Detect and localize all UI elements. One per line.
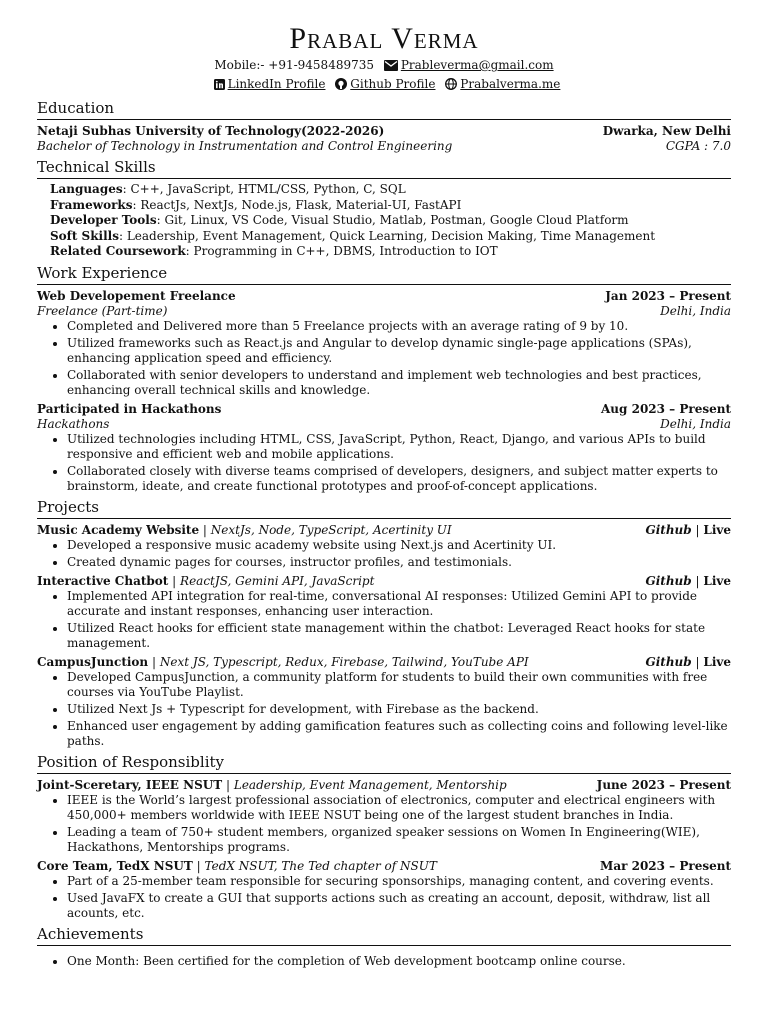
list-item: • Utilized React hooks for efficient state management within the chatbot: Leveraged React hooks for state management. [67,621,731,651]
project-header [37,574,731,589]
job-bullets [37,319,731,398]
degree: Bachelor of Technology in Instrumentation and Control Engineering [37,139,453,153]
project-header [37,523,731,538]
project-links: Github | Live [645,522,731,537]
project-tech: ReactJS, Gemini API, JavaScript [180,573,375,588]
project-header [37,655,731,670]
skill-row [50,182,731,198]
globe-icon [445,78,457,95]
school-name: Netaji Subhas University of Technology(2022-2026) [37,124,385,138]
education-detail [37,139,731,154]
skill-row [50,213,731,229]
skills-heading: Technical Skills [37,158,731,179]
list-item: • Implemented API integration for real-time, conversational AI responses: Utilized Gemini API to provide accurate and instant responses, enhancing user interaction. [67,589,731,619]
project-name: Music Academy Website [37,522,200,537]
position-tags: TedX NSUT, The Ted chapter of NSUT [204,858,437,873]
list-item: • Collaborated closely with diverse teams comprised of developers, designers, and subject matter experts to brainstorm, ideate, and create functional prototypes and proof-of-concept applications. [67,464,731,494]
skill-label: Languages [50,182,123,196]
position-tags: Leadership, Event Management, Mentorship [233,777,507,792]
project-links: Github | Live [645,573,731,588]
cgpa: CGPA : 7.0 [665,139,731,153]
project-tech: NextJs, Node, TypeScript, Acertinity UI [210,522,452,537]
email-link[interactable]: Prableverma@gmail.com [400,58,554,72]
list-item: • One Month: Been certified for the completion of Web development bootcamp online course. [67,954,731,969]
website-link[interactable]: Prabalverma.me [460,77,561,91]
project-name: CampusJunction [37,654,149,669]
job-place: Delhi, India [660,416,731,431]
linkedin-icon [214,78,225,95]
github-link[interactable]: Github [645,573,692,588]
job-org: Freelance (Part-time) [37,303,168,318]
project-bullets [37,670,731,749]
live-link[interactable]: Live [703,654,731,669]
school-location: Dwarka, New Delhi [602,124,731,138]
position-title: Joint-Sceretary, IEEE NSUT | Leadership, Event Management, Mentorship [37,777,507,792]
skill-row [50,229,731,245]
project-bullets [37,589,731,651]
project-links: Github | Live [645,654,731,669]
project-bullets [37,538,731,570]
achievement-bullets [37,954,731,969]
education-heading: Education [37,99,731,120]
position-bullets [37,793,731,855]
achievements-heading: Achievements [37,925,731,946]
list-item: • Created dynamic pages for courses, instructor profiles, and testimonials. [67,555,731,570]
github-link[interactable]: Github [645,522,692,537]
github-link[interactable]: Github [645,654,692,669]
project-title: Interactive Chatbot | ReactJS, Gemini API, JavaScript [37,573,375,588]
list-item: • Leading a team of 750+ student members, organized speaker sessions on Women In Engineering(WIE), Hackathons, Mentorships programs. [67,825,731,855]
skill-value: : ReactJs, NextJs, Node.js, Flask, Material-UI, FastAPI [132,197,462,212]
list-item: • Developed a responsive music academy website using Next.js and Acertinity UI. [67,538,731,553]
skill-row [50,244,731,260]
list-item: • Completed and Delivered more than 5 Freelance projects with an average rating of 9 by 10. [67,319,731,334]
list-item: • IEEE is the World’s largest professional association of electronics, computer and electrical engineers with 450,000+ members worldwide with IEEE NSUT being one of the largest student branches in India. [67,793,731,823]
work-heading: Work Experience [37,264,731,285]
position-header [37,859,731,874]
skill-value: : Git, Linux, VS Code, Visual Studio, Matlab, Postman, Google Cloud Platform [156,213,629,227]
list-item: • Developed CampusJunction, a community platform for students to build their own communities with free courses via YouTube Playlist. [67,670,731,700]
contact-line-2 [37,76,731,95]
project-title: Music Academy Website | NextJs, Node, TypeScript, Acertinity UI [37,522,452,537]
position-dates: June 2023 – Present [596,777,731,792]
position-role: Joint-Sceretary, IEEE NSUT [37,777,223,792]
job-role: Web Developement Freelance [37,288,236,303]
job-subheader [37,417,731,432]
contact-line-1 [37,57,731,76]
position-role: Core Team, TedX NSUT [37,858,193,873]
job-header [37,402,731,417]
live-link[interactable]: Live [703,573,731,588]
mobile-number: Mobile:- +91-9458489735 [214,58,374,72]
list-item: • Part of a 25-member team responsible for securing sponsorships, managing content, and covering events. [67,874,731,889]
list-item: • Collaborated with senior developers to understand and implement web technologies and best practices, enhancing overall technical skills and knowledge. [67,368,731,398]
skill-label: Related Coursework [50,244,186,258]
github-icon [335,78,347,95]
project-name: Interactive Chatbot [37,573,169,588]
live-link[interactable]: Live [703,522,731,537]
project-title: CampusJunction | Next JS, Typescript, Redux, Firebase, Tailwind, YouTube API [37,654,529,669]
skills-list [37,182,731,260]
job-place: Delhi, India [660,303,731,318]
positions-heading: Position of Responsiblity [37,753,731,774]
skill-row [50,198,731,214]
linkedin-link[interactable]: LinkedIn Profile [227,77,326,91]
job-org: Hackathons [37,416,110,431]
candidate-name: Prabal Verma [289,22,479,55]
list-item: • Used JavaFX to create a GUI that supports actions such as creating an account, deposit, withdraw, list all acounts, etc. [67,891,731,921]
skill-value: : C++, JavaScript, HTML/CSS, Python, C, SQL [122,182,406,196]
skill-value: : Programming in C++, DBMS, Introduction to IOT [185,244,498,258]
list-item: • Utilized frameworks such as React.js and Angular to develop dynamic single-page applications (SPAs), enhancing application speed and efficiency. [67,336,731,366]
skill-label: Frameworks [50,197,133,212]
job-subheader [37,304,731,319]
position-header [37,778,731,793]
list-item: • Enhanced user engagement by adding gamification features such as collecting coins and following level-like paths. [67,719,731,749]
skill-label: Developer Tools [50,213,157,227]
position-title: Core Team, TedX NSUT | TedX NSUT, The Ted chapter of NSUT [37,858,437,873]
job-dates: Jan 2023 – Present [605,288,731,303]
position-bullets [37,874,731,921]
list-item: • Utilized Next Js + Typescript for development, with Firebase as the backend. [67,702,731,717]
job-role: Participated in Hackathons [37,401,222,416]
skill-label: Soft Skills [50,228,119,243]
github-link[interactable]: Github Profile [350,77,436,91]
projects-heading: Projects [37,498,731,519]
job-dates: Aug 2023 – Present [601,401,731,416]
position-dates: Mar 2023 – Present [600,858,731,873]
skill-value: : Leadership, Event Management, Quick Learning, Decision Making, Time Management [118,228,656,243]
job-bullets [37,432,731,494]
education-entry [37,124,731,139]
list-item: • Utilized technologies including HTML, CSS, JavaScript, Python, React, Django, and various APIs to build responsive and efficient web and mobile applications. [67,432,731,462]
project-tech: Next JS, Typescript, Redux, Firebase, Tailwind, YouTube API [159,654,529,669]
job-header [37,289,731,304]
envelope-icon [384,59,398,76]
